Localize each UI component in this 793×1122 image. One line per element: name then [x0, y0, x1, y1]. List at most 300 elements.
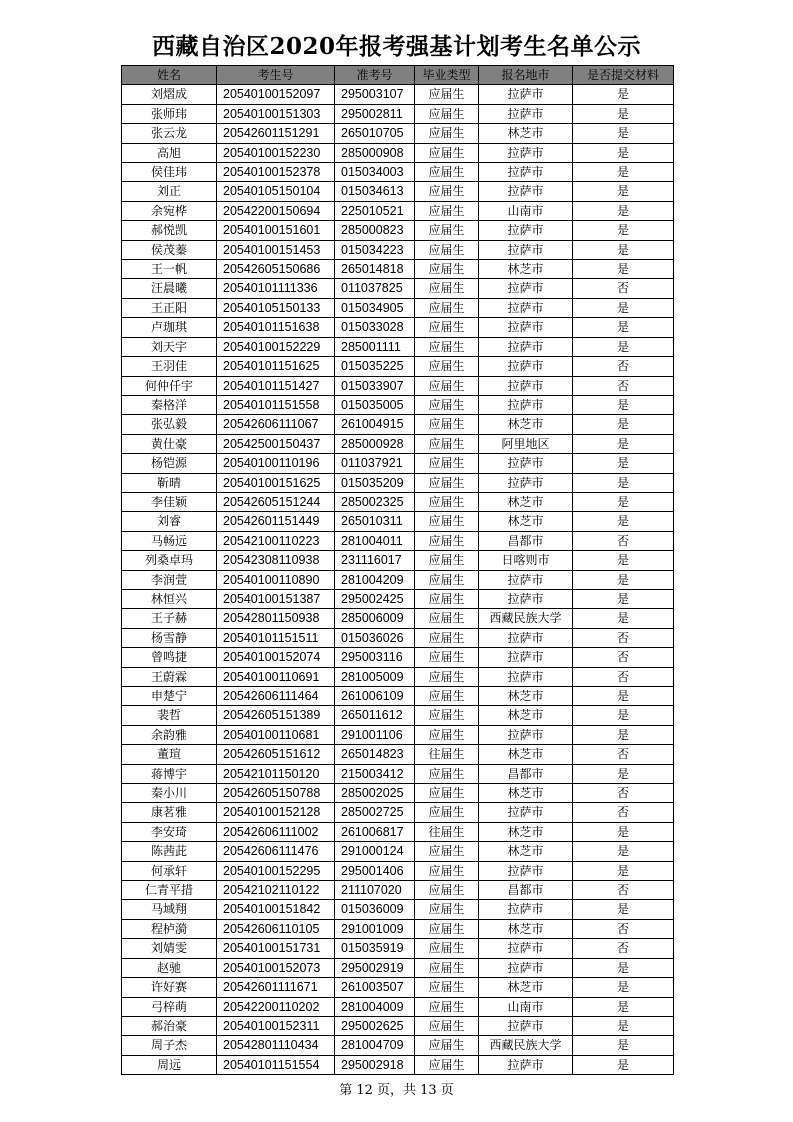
candidate-table: [121, 65, 674, 1075]
cell-exam-id: 20542605151244: [217, 492, 335, 511]
table-row: [122, 1055, 674, 1074]
cell-grad-type: 应届生: [415, 958, 479, 977]
cell-city: 西藏民族大学: [479, 1036, 573, 1055]
cell-city: 拉萨市: [479, 182, 573, 201]
cell-submitted: 是: [573, 687, 674, 706]
table-row: [122, 143, 674, 162]
cell-grad-type: 应届生: [415, 182, 479, 201]
cell-ticket-no: 265010705: [335, 124, 415, 143]
table-row: [122, 318, 674, 337]
cell-city: 林芝市: [479, 492, 573, 511]
cell-grad-type: 应届生: [415, 337, 479, 356]
cell-submitted: 否: [573, 745, 674, 764]
cell-city: 拉萨市: [479, 1016, 573, 1035]
cell-name: 董瑄: [122, 745, 217, 764]
cell-exam-id: 20542200150694: [217, 201, 335, 220]
cell-ticket-no: 295002919: [335, 958, 415, 977]
cell-name: 刘天宇: [122, 337, 217, 356]
cell-exam-id: 20542601151449: [217, 512, 335, 531]
cell-submitted: 是: [573, 492, 674, 511]
table-row: [122, 104, 674, 123]
cell-grad-type: 应届生: [415, 163, 479, 182]
cell-ticket-no: 281004209: [335, 570, 415, 589]
cell-exam-id: 20542606111067: [217, 415, 335, 434]
table-row: [122, 512, 674, 531]
table-row: [122, 667, 674, 686]
cell-name: 仁青平措: [122, 881, 217, 900]
cell-submitted: 否: [573, 376, 674, 395]
table-row: [122, 492, 674, 511]
cell-ticket-no: 291000124: [335, 842, 415, 861]
cell-city: 拉萨市: [479, 104, 573, 123]
page-title: 西藏自治区2020年报考强基计划考生名单公示: [151, 33, 641, 60]
cell-name: 李佳颖: [122, 492, 217, 511]
table-row: [122, 842, 674, 861]
cell-ticket-no: 285000928: [335, 434, 415, 453]
cell-exam-id: 20540101111336: [217, 279, 335, 298]
cell-name: 秦格洋: [122, 395, 217, 414]
cell-grad-type: 应届生: [415, 104, 479, 123]
cell-grad-type: 应届生: [415, 725, 479, 744]
cell-name: 靳晴: [122, 473, 217, 492]
cell-grad-type: 应届生: [415, 143, 479, 162]
cell-name: 裴哲: [122, 706, 217, 725]
cell-grad-type: 应届生: [415, 279, 479, 298]
cell-name: 王羽佳: [122, 357, 217, 376]
cell-ticket-no: 015036009: [335, 900, 415, 919]
cell-ticket-no: 295002625: [335, 1016, 415, 1035]
cell-city: 林芝市: [479, 687, 573, 706]
cell-exam-id: 20540100151303: [217, 104, 335, 123]
table-row: [122, 687, 674, 706]
cell-exam-id: 20542801150938: [217, 609, 335, 628]
cell-city: 拉萨市: [479, 589, 573, 608]
cell-exam-id: 20540100152311: [217, 1016, 335, 1035]
cell-exam-id: 20542606111002: [217, 822, 335, 841]
cell-city: 拉萨市: [479, 725, 573, 744]
cell-city: 拉萨市: [479, 939, 573, 958]
cell-submitted: 是: [573, 201, 674, 220]
cell-submitted: 是: [573, 609, 674, 628]
header-ticket-no: 准考号: [335, 66, 415, 85]
cell-name: 郝治豪: [122, 1016, 217, 1035]
cell-exam-id: 20540105150104: [217, 182, 335, 201]
cell-ticket-no: 261006109: [335, 687, 415, 706]
cell-ticket-no: 265014823: [335, 745, 415, 764]
cell-name: 秦小川: [122, 784, 217, 803]
cell-name: 余宛桦: [122, 201, 217, 220]
cell-city: 拉萨市: [479, 667, 573, 686]
cell-exam-id: 20540101151511: [217, 628, 335, 647]
cell-submitted: 否: [573, 784, 674, 803]
cell-ticket-no: 015033028: [335, 318, 415, 337]
cell-ticket-no: 281005009: [335, 667, 415, 686]
cell-submitted: 是: [573, 163, 674, 182]
cell-city: 拉萨市: [479, 1055, 573, 1074]
cell-grad-type: 应届生: [415, 85, 479, 104]
cell-city: 林芝市: [479, 842, 573, 861]
table-row: [122, 725, 674, 744]
cell-grad-type: 应届生: [415, 124, 479, 143]
cell-name: 周子杰: [122, 1036, 217, 1055]
table-row: [122, 376, 674, 395]
cell-submitted: 是: [573, 551, 674, 570]
cell-submitted: 是: [573, 589, 674, 608]
cell-grad-type: 应届生: [415, 1036, 479, 1055]
table-row: [122, 473, 674, 492]
cell-exam-id: 20540101151427: [217, 376, 335, 395]
cell-name: 马域翔: [122, 900, 217, 919]
cell-name: 余韵雅: [122, 725, 217, 744]
table-row: [122, 589, 674, 608]
cell-city: 昌都市: [479, 881, 573, 900]
cell-name: 杨铠源: [122, 454, 217, 473]
cell-submitted: 是: [573, 764, 674, 783]
cell-grad-type: 应届生: [415, 298, 479, 317]
table-row: [122, 182, 674, 201]
cell-ticket-no: 291001009: [335, 919, 415, 938]
cell-grad-type: 应届生: [415, 900, 479, 919]
cell-ticket-no: 265011612: [335, 706, 415, 725]
cell-grad-type: 应届生: [415, 376, 479, 395]
table-row: [122, 764, 674, 783]
cell-submitted: 是: [573, 85, 674, 104]
cell-name: 马畅远: [122, 531, 217, 550]
cell-grad-type: 应届生: [415, 648, 479, 667]
cell-submitted: 是: [573, 1016, 674, 1035]
cell-grad-type: 应届生: [415, 318, 479, 337]
table-row: [122, 395, 674, 414]
table-row: [122, 978, 674, 997]
cell-exam-id: 20542605151612: [217, 745, 335, 764]
cell-grad-type: 应届生: [415, 589, 479, 608]
cell-submitted: 是: [573, 842, 674, 861]
table-row: [122, 628, 674, 647]
cell-exam-id: 20542102110122: [217, 881, 335, 900]
cell-city: 拉萨市: [479, 85, 573, 104]
cell-city: 林芝市: [479, 822, 573, 841]
cell-exam-id: 20540100151601: [217, 221, 335, 240]
cell-city: 山南市: [479, 997, 573, 1016]
cell-city: 拉萨市: [479, 473, 573, 492]
cell-ticket-no: 265010311: [335, 512, 415, 531]
cell-exam-id: 20540100110681: [217, 725, 335, 744]
cell-submitted: 否: [573, 628, 674, 647]
cell-city: 拉萨市: [479, 318, 573, 337]
cell-submitted: 否: [573, 803, 674, 822]
cell-grad-type: 应届生: [415, 628, 479, 647]
cell-exam-id: 20542308110938: [217, 551, 335, 570]
cell-submitted: 是: [573, 570, 674, 589]
cell-ticket-no: 291001106: [335, 725, 415, 744]
table-row: [122, 221, 674, 240]
cell-exam-id: 20542606111464: [217, 687, 335, 706]
cell-exam-id: 20542606110105: [217, 919, 335, 938]
cell-exam-id: 20542801110434: [217, 1036, 335, 1055]
cell-name: 赵驰: [122, 958, 217, 977]
cell-name: 卢珈琪: [122, 318, 217, 337]
cell-grad-type: 应届生: [415, 512, 479, 531]
cell-submitted: 是: [573, 240, 674, 259]
cell-exam-id: 20540101151554: [217, 1055, 335, 1074]
cell-grad-type: 应届生: [415, 221, 479, 240]
cell-grad-type: 应届生: [415, 687, 479, 706]
cell-ticket-no: 231116017: [335, 551, 415, 570]
cell-city: 林芝市: [479, 978, 573, 997]
cell-submitted: 是: [573, 260, 674, 279]
cell-ticket-no: 285000908: [335, 143, 415, 162]
cell-city: 拉萨市: [479, 163, 573, 182]
cell-ticket-no: 295002425: [335, 589, 415, 608]
cell-grad-type: 应届生: [415, 784, 479, 803]
cell-submitted: 否: [573, 279, 674, 298]
cell-exam-id: 20540100110691: [217, 667, 335, 686]
cell-grad-type: 应届生: [415, 803, 479, 822]
cell-exam-id: 20540100152073: [217, 958, 335, 977]
cell-exam-id: 20540100151842: [217, 900, 335, 919]
table-row: [122, 939, 674, 958]
cell-ticket-no: 015034613: [335, 182, 415, 201]
cell-exam-id: 20540100110890: [217, 570, 335, 589]
cell-exam-id: 20540100152074: [217, 648, 335, 667]
cell-ticket-no: 281004709: [335, 1036, 415, 1055]
cell-city: 拉萨市: [479, 279, 573, 298]
cell-submitted: 是: [573, 900, 674, 919]
cell-grad-type: 应届生: [415, 201, 479, 220]
cell-exam-id: 20542605151389: [217, 706, 335, 725]
cell-name: 周远: [122, 1055, 217, 1074]
cell-exam-id: 20540100110196: [217, 454, 335, 473]
cell-name: 侯佳玮: [122, 163, 217, 182]
cell-submitted: 是: [573, 861, 674, 880]
table-row: [122, 531, 674, 550]
table-row: [122, 784, 674, 803]
cell-submitted: 是: [573, 337, 674, 356]
header-grad-type: 毕业类型: [415, 66, 479, 85]
cell-exam-id: 20540100152128: [217, 803, 335, 822]
cell-name: 弓梓萌: [122, 997, 217, 1016]
table-row: [122, 861, 674, 880]
table-row: [122, 803, 674, 822]
cell-exam-id: 20542601151291: [217, 124, 335, 143]
cell-ticket-no: 015035225: [335, 357, 415, 376]
cell-exam-id: 20542601111671: [217, 978, 335, 997]
header-exam-id: 考生号: [217, 66, 335, 85]
cell-ticket-no: 281004011: [335, 531, 415, 550]
cell-city: 林芝市: [479, 706, 573, 725]
cell-ticket-no: 261004915: [335, 415, 415, 434]
cell-name: 黄仕豪: [122, 434, 217, 453]
cell-submitted: 是: [573, 434, 674, 453]
cell-ticket-no: 281004009: [335, 997, 415, 1016]
cell-grad-type: 应届生: [415, 551, 479, 570]
page-footer: 第 12 页，共 13 页: [339, 1083, 454, 1098]
cell-ticket-no: 015035005: [335, 395, 415, 414]
table-row: [122, 240, 674, 259]
cell-submitted: 是: [573, 143, 674, 162]
cell-submitted: 是: [573, 415, 674, 434]
cell-name: 曾鸣捷: [122, 648, 217, 667]
table-row: [122, 919, 674, 938]
cell-submitted: 否: [573, 667, 674, 686]
cell-ticket-no: 261006817: [335, 822, 415, 841]
cell-city: 林芝市: [479, 745, 573, 764]
cell-name: 许好赛: [122, 978, 217, 997]
cell-grad-type: 应届生: [415, 492, 479, 511]
cell-name: 列桑卓玛: [122, 551, 217, 570]
cell-name: 李安琦: [122, 822, 217, 841]
cell-name: 刘正: [122, 182, 217, 201]
cell-grad-type: 应届生: [415, 861, 479, 880]
cell-submitted: 否: [573, 357, 674, 376]
cell-submitted: 是: [573, 725, 674, 744]
cell-submitted: 是: [573, 454, 674, 473]
cell-submitted: 是: [573, 395, 674, 414]
cell-ticket-no: 015034223: [335, 240, 415, 259]
cell-grad-type: 往届生: [415, 745, 479, 764]
table-row: [122, 298, 674, 317]
cell-name: 林恒兴: [122, 589, 217, 608]
cell-ticket-no: 265014818: [335, 260, 415, 279]
cell-ticket-no: 285006009: [335, 609, 415, 628]
cell-city: 拉萨市: [479, 861, 573, 880]
cell-name: 申楚宁: [122, 687, 217, 706]
table-row: [122, 279, 674, 298]
cell-exam-id: 20540100152230: [217, 143, 335, 162]
table-row: [122, 706, 674, 725]
cell-ticket-no: 015033907: [335, 376, 415, 395]
cell-grad-type: 应届生: [415, 939, 479, 958]
cell-name: 李润萱: [122, 570, 217, 589]
cell-name: 王蔚霖: [122, 667, 217, 686]
cell-grad-type: 应届生: [415, 706, 479, 725]
cell-name: 王子赫: [122, 609, 217, 628]
table-row: [122, 1036, 674, 1055]
cell-name: 高旭: [122, 143, 217, 162]
cell-city: 林芝市: [479, 415, 573, 434]
table-row: [122, 434, 674, 453]
cell-submitted: 是: [573, 1055, 674, 1074]
cell-exam-id: 20540100152295: [217, 861, 335, 880]
cell-ticket-no: 295003107: [335, 85, 415, 104]
cell-submitted: 是: [573, 978, 674, 997]
cell-ticket-no: 285002325: [335, 492, 415, 511]
cell-city: 阿里地区: [479, 434, 573, 453]
cell-ticket-no: 015035209: [335, 473, 415, 492]
cell-exam-id: 20542606111476: [217, 842, 335, 861]
cell-ticket-no: 295002811: [335, 104, 415, 123]
cell-ticket-no: 295002918: [335, 1055, 415, 1074]
cell-grad-type: 应届生: [415, 357, 479, 376]
cell-name: 刘熠成: [122, 85, 217, 104]
cell-name: 张弘毅: [122, 415, 217, 434]
cell-exam-id: 20540100152097: [217, 85, 335, 104]
cell-name: 王一帆: [122, 260, 217, 279]
table-row: [122, 958, 674, 977]
cell-ticket-no: 011037825: [335, 279, 415, 298]
cell-grad-type: 应届生: [415, 260, 479, 279]
table-row: [122, 997, 674, 1016]
cell-exam-id: 20540101151625: [217, 357, 335, 376]
table-row: [122, 337, 674, 356]
cell-submitted: 是: [573, 182, 674, 201]
cell-grad-type: 应届生: [415, 415, 479, 434]
cell-submitted: 是: [573, 706, 674, 725]
cell-submitted: 是: [573, 958, 674, 977]
table-row: [122, 822, 674, 841]
cell-ticket-no: 261003507: [335, 978, 415, 997]
cell-name: 康茗雅: [122, 803, 217, 822]
cell-exam-id: 20540101151558: [217, 395, 335, 414]
cell-submitted: 是: [573, 298, 674, 317]
cell-ticket-no: 285002025: [335, 784, 415, 803]
cell-city: 拉萨市: [479, 298, 573, 317]
table-row: [122, 1016, 674, 1035]
cell-exam-id: 20542605150788: [217, 784, 335, 803]
table-row: [122, 570, 674, 589]
cell-name: 侯茂蓁: [122, 240, 217, 259]
cell-submitted: 是: [573, 822, 674, 841]
cell-city: 林芝市: [479, 512, 573, 531]
cell-city: 日喀则市: [479, 551, 573, 570]
cell-exam-id: 20542100110223: [217, 531, 335, 550]
table-body: [122, 85, 674, 1075]
table-row: [122, 357, 674, 376]
cell-name: 刘婧雯: [122, 939, 217, 958]
cell-name: 杨雪静: [122, 628, 217, 647]
cell-city: 拉萨市: [479, 376, 573, 395]
table-row: [122, 745, 674, 764]
cell-city: 拉萨市: [479, 143, 573, 162]
cell-ticket-no: 211107020: [335, 881, 415, 900]
cell-grad-type: 应届生: [415, 395, 479, 414]
cell-city: 昌都市: [479, 764, 573, 783]
cell-name: 张师玮: [122, 104, 217, 123]
cell-submitted: 否: [573, 531, 674, 550]
cell-ticket-no: 015034003: [335, 163, 415, 182]
cell-grad-type: 应届生: [415, 1016, 479, 1035]
header-submitted: 是否提交材料: [573, 66, 674, 85]
cell-submitted: 是: [573, 1036, 674, 1055]
cell-submitted: 否: [573, 648, 674, 667]
table-row: [122, 124, 674, 143]
cell-name: 汪晨曦: [122, 279, 217, 298]
cell-city: 西藏民族大学: [479, 609, 573, 628]
cell-city: 拉萨市: [479, 337, 573, 356]
cell-name: 张云龙: [122, 124, 217, 143]
cell-city: 拉萨市: [479, 221, 573, 240]
header-city: 报名地市: [479, 66, 573, 85]
cell-submitted: 否: [573, 881, 674, 900]
cell-name: 何承轩: [122, 861, 217, 880]
table-row: [122, 163, 674, 182]
cell-city: 拉萨市: [479, 395, 573, 414]
cell-submitted: 是: [573, 221, 674, 240]
cell-submitted: 是: [573, 124, 674, 143]
cell-exam-id: 20540100151625: [217, 473, 335, 492]
table-row: [122, 454, 674, 473]
cell-exam-id: 20540100151731: [217, 939, 335, 958]
cell-city: 拉萨市: [479, 357, 573, 376]
cell-grad-type: 应届生: [415, 667, 479, 686]
cell-submitted: 否: [573, 939, 674, 958]
cell-city: 昌都市: [479, 531, 573, 550]
cell-grad-type: 应届生: [415, 609, 479, 628]
cell-city: 拉萨市: [479, 240, 573, 259]
cell-grad-type: 应届生: [415, 570, 479, 589]
cell-grad-type: 应届生: [415, 919, 479, 938]
cell-submitted: 是: [573, 473, 674, 492]
